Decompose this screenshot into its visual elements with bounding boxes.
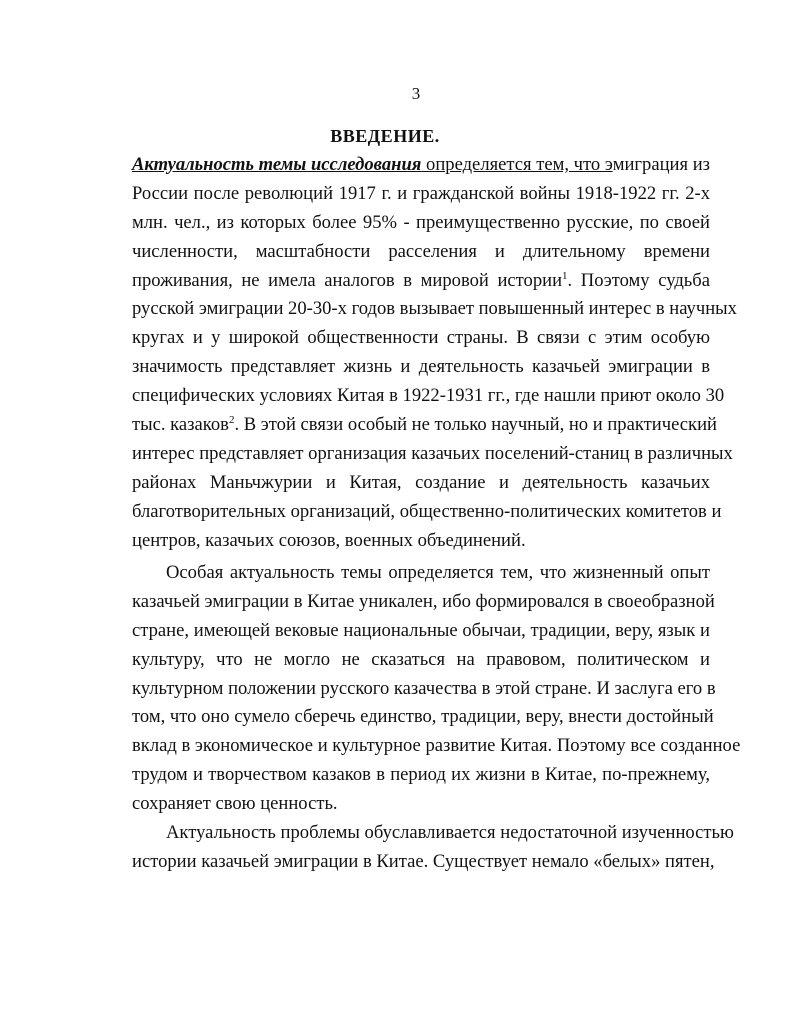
text-span: проживания, не имела аналогов в мировой истории	[132, 269, 563, 291]
paragraph-line: численности, масштабности расселения и длительному времени	[132, 240, 710, 262]
underlined-text: определяется тем, что э	[421, 154, 613, 175]
paragraph-line: том, что оно сумело сберечь единство, традиции, веру, внести достойный	[132, 706, 714, 728]
paragraph-line: центров, казачьих союзов, военных объединений.	[132, 529, 526, 551]
paragraph-line: сохраняет свою ценность.	[132, 793, 338, 815]
paragraph-line: Актуальность проблемы обуславливается недостаточной изученностью	[166, 822, 734, 843]
paragraph-line: интерес представляет организация казачьих поселений-станиц в различных	[132, 442, 733, 464]
footnote-ref: 2	[228, 413, 235, 426]
paragraph-line: кругах и у широкой общественности страны. В связи с этим особую	[132, 327, 710, 349]
text-span: . Поэтому судьба	[567, 269, 710, 291]
paragraph-line: казачьей эмиграции в Китае уникален, ибо формировался в своеобразной	[132, 590, 715, 612]
paragraph-line	[132, 267, 710, 296]
paragraph-line: русской эмиграции 20-30-х годов вызывает повышенный интерес в научных	[132, 298, 737, 320]
paragraph-line: России после революций 1917 г. и гражданской войны 1918-1922 гг. 2-х	[132, 182, 710, 204]
section-title: ВВЕДЕНИЕ.	[330, 126, 440, 146]
paragraph-line: значимость представляет жизнь и деятельность казачьей эмиграции в	[132, 356, 710, 378]
paragraph-line: специфических условиях Китая в 1922-1931 гг., где нашли приют около 30	[132, 385, 725, 407]
paragraph-line: вклад в экономическое и культурное развитие Китая. Поэтому все созданное	[132, 735, 741, 757]
paragraph-problem	[132, 819, 734, 877]
paragraph-line: истории казачьей эмиграции в Китае. Существует немало «белых» пятен,	[132, 850, 715, 872]
text-span: . В этой связи особый не только научный, но и практический	[234, 414, 717, 436]
paragraph-uniqueness	[132, 559, 741, 819]
paragraph-relevance	[132, 151, 737, 555]
paragraph-line: Особая актуальность темы определяется тем, что жизненный опыт	[166, 562, 710, 583]
footnote-ref: 1	[562, 269, 568, 282]
paragraph-line: культуру, что не могло не сказаться на правовом, политическом и	[132, 648, 710, 670]
page-number: 3	[411, 84, 421, 103]
paragraph-line: благотворительных организаций, общественно-политических комитетов и	[132, 500, 722, 522]
paragraph-line	[132, 411, 717, 440]
text-span: тыс. казаков	[132, 414, 229, 436]
paragraph-line: культурном положении русского казачества в этой стране. И заслуга его в	[132, 677, 716, 699]
paragraph-line	[132, 151, 710, 180]
text-span: миграция из	[612, 154, 710, 175]
paragraph-line: стране, имеющей вековые национальные обычаи, традиции, веру, язык и	[132, 619, 710, 641]
paragraph-line: районах Маньчжурии и Китая, создание и деятельность казачьих	[132, 471, 710, 493]
paragraph-line: трудом и творчеством казаков в период их жизни в Китае, по-прежнему,	[132, 764, 710, 786]
paragraph-line: млн. чел., из которых более 95% - преимущественно русские, по своей	[132, 211, 710, 233]
lead-phrase: Актуальность темы исследования	[132, 154, 422, 175]
